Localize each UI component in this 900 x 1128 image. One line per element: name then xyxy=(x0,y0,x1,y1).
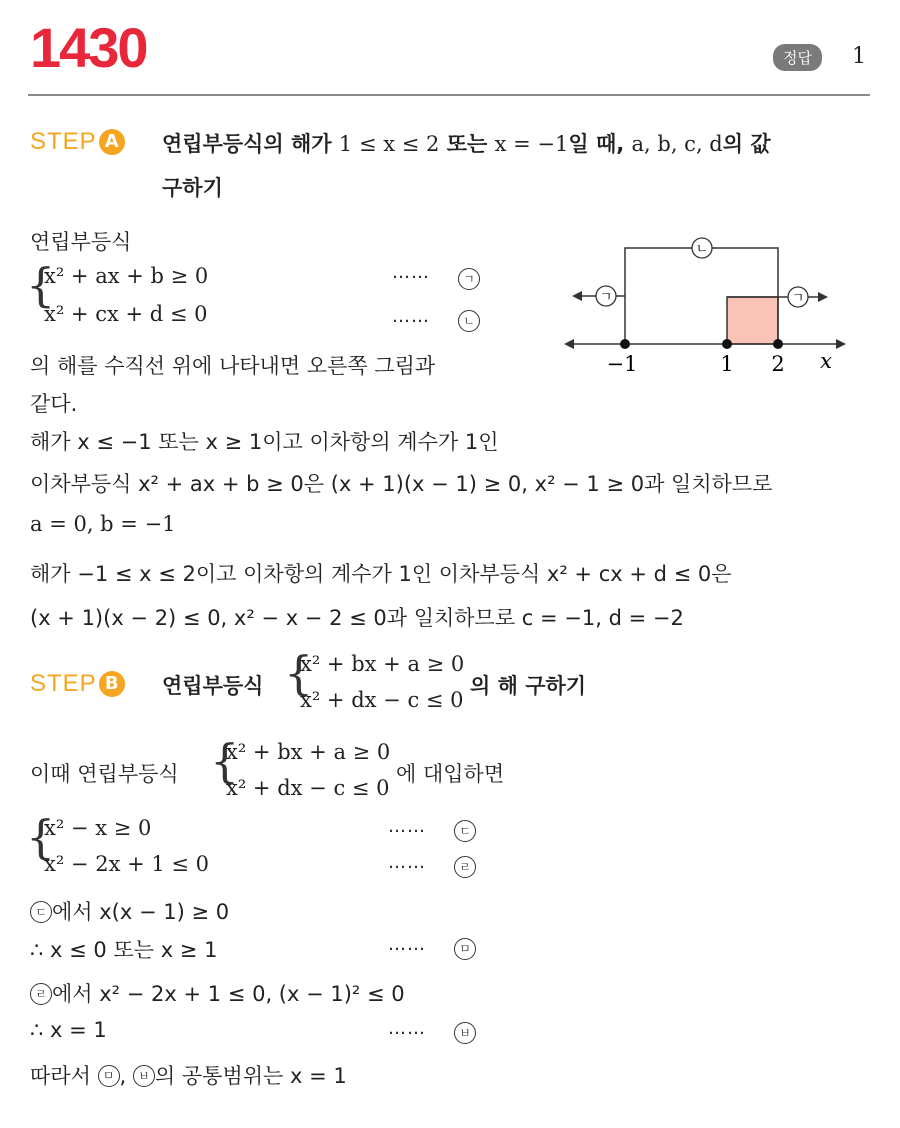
step-a-title-math-1: 1 ≤ x ≤ 2 xyxy=(338,132,440,156)
label-left: ㄱ xyxy=(599,290,613,305)
answer-value: 1 xyxy=(852,44,866,69)
solution-region xyxy=(727,297,778,344)
problem-number: 1430 xyxy=(30,16,147,79)
step-a-title-text-2: 또는 xyxy=(439,132,495,156)
step-a-title xyxy=(162,128,771,158)
circled-mark-5: ㅁ xyxy=(454,938,476,960)
solve-line-4: ∴ x = 1 xyxy=(30,1018,107,1042)
point-minus-1 xyxy=(620,339,630,349)
step-b-label: STEP xyxy=(30,670,97,697)
step-b-system-2: x² + dx − c ≤ 0 xyxy=(300,688,464,712)
circled-mark-1: ㄱ xyxy=(458,268,480,290)
conclusion-text-1: 따라서 xyxy=(30,1064,98,1088)
answer-badge: 정답 xyxy=(773,44,822,71)
circled-mark-4-ref: ㄹ xyxy=(30,983,52,1005)
point-1 xyxy=(722,339,732,349)
axis-label-x: x xyxy=(820,349,832,373)
description-line-1: 의 해를 수직선 위에 나타내면 오른쪽 그림과 xyxy=(30,354,436,378)
solve-line-3-text: 에서 x² − 2x + 1 ≤ 0, (x − 1)² ≤ 0 xyxy=(52,982,405,1006)
step-b-badge: B xyxy=(99,671,125,697)
step-a-header xyxy=(30,128,125,156)
number-line-diagram xyxy=(560,228,850,388)
tick-label-1: 1 xyxy=(720,352,734,376)
step-b-system-1: x² + bx + a ≥ 0 xyxy=(300,652,465,676)
circled-mark-4: ㄹ xyxy=(454,856,476,878)
system-brace-a: { xyxy=(26,258,56,312)
conclusion-text-3: 의 공통범위는 x = 1 xyxy=(154,1064,347,1088)
step-a-title-math-3: a, b, c, d xyxy=(631,132,723,156)
system-brace-d: { xyxy=(26,810,56,864)
left-arrowhead xyxy=(572,291,582,301)
paragraph-5: (x + 1)(x − 2) ≤ 0, x² − x − 2 ≤ 0과 일치하므로 c = −1, d = −2 xyxy=(30,606,684,630)
header-divider xyxy=(28,94,870,96)
tick-label-2: 2 xyxy=(771,352,785,376)
step-a-title-text-1: 연립부등식의 해가 xyxy=(162,132,339,156)
circled-mark-3-ref: ㄷ xyxy=(30,901,52,923)
inequality-4: x² − 2x + 1 ≤ 0 xyxy=(44,852,210,876)
paragraph-4: 해가 −1 ≤ x ≤ 2이고 이차항의 계수가 1인 이차부등식 x² + cx + d ≤ 0은 xyxy=(30,562,732,586)
dots-5: …… xyxy=(388,934,426,955)
paragraph-1: 해가 x ≤ −1 또는 x ≥ 1이고 이차항의 계수가 1인 xyxy=(30,430,499,454)
dots-2: …… xyxy=(392,306,430,327)
system-brace-c: { xyxy=(210,734,240,788)
right-arrowhead xyxy=(818,292,828,302)
substitute-intro-2: 에 대입하면 xyxy=(396,762,505,786)
solve-line-3 xyxy=(30,978,405,1008)
step-a-title-text-3: 일 때, xyxy=(568,132,632,156)
circled-mark-6-ref: ㅂ xyxy=(133,1065,155,1087)
paragraph-3: a = 0, b = −1 xyxy=(30,512,176,536)
substitute-system-1: x² + bx + a ≥ 0 xyxy=(226,740,391,764)
substitute-intro-1: 이때 연립부등식 xyxy=(30,762,179,786)
step-b-title-1: 연립부등식 xyxy=(162,674,264,698)
system-intro: 연립부등식 xyxy=(30,230,132,254)
label-l: ㄴ xyxy=(695,242,709,257)
dots-6: …… xyxy=(388,1018,426,1039)
step-b-header xyxy=(30,670,125,698)
substitute-system-2: x² + dx − c ≤ 0 xyxy=(226,776,390,800)
inequality-2: x² + cx + d ≤ 0 xyxy=(44,302,208,326)
conclusion-text-2: , xyxy=(119,1064,133,1088)
step-a-title-math-2: x = −1 xyxy=(494,132,569,156)
dots-3: …… xyxy=(388,816,426,837)
step-a-title-line2: 구하기 xyxy=(162,176,223,200)
circled-mark-2: ㄴ xyxy=(458,310,480,332)
solve-line-2: ∴ x ≤ 0 또는 x ≥ 1 xyxy=(30,938,218,962)
inequality-1: x² + ax + b ≥ 0 xyxy=(44,264,209,288)
axis-arrow-right xyxy=(836,339,846,349)
axis-arrow-left xyxy=(564,339,574,349)
label-right: ㄱ xyxy=(791,291,805,306)
circled-mark-6: ㅂ xyxy=(454,1022,476,1044)
circled-mark-5-ref: ㅁ xyxy=(98,1065,120,1087)
description-line-2: 같다. xyxy=(30,392,78,416)
point-2 xyxy=(773,339,783,349)
paragraph-2: 이차부등식 x² + ax + b ≥ 0은 (x + 1)(x − 1) ≥ 0, x² − 1 ≥ 0과 일치하므로 xyxy=(30,472,773,496)
step-a-badge: A xyxy=(99,129,125,155)
step-a-label: STEP xyxy=(30,128,97,155)
solve-line-1-text: 에서 x(x − 1) ≥ 0 xyxy=(52,900,230,924)
step-a-title-text-4: 의 값 xyxy=(722,132,771,156)
system-brace-b: { xyxy=(284,646,314,700)
circled-mark-3: ㄷ xyxy=(454,820,476,842)
inequality-3: x² − x ≥ 0 xyxy=(44,816,152,840)
tick-label-minus-1: −1 xyxy=(606,352,638,376)
solve-line-1 xyxy=(30,896,229,926)
dots-1: …… xyxy=(392,262,430,283)
conclusion-line xyxy=(30,1060,347,1090)
step-b-title-2: 의 해 구하기 xyxy=(470,674,587,698)
dots-4: …… xyxy=(388,852,426,873)
